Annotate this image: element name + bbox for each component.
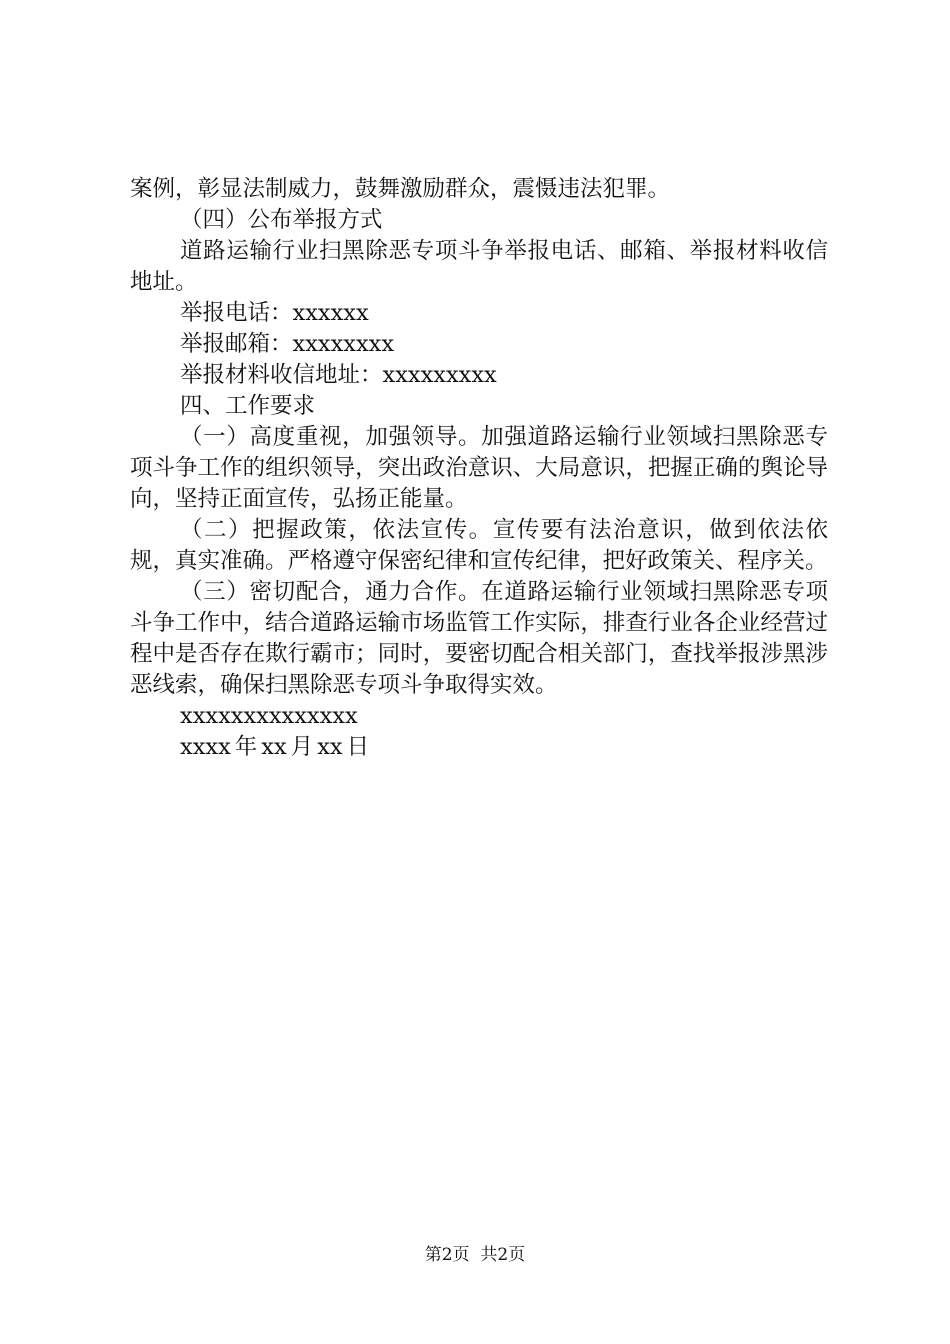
date-day-unit: 日 — [346, 734, 370, 760]
section-heading-report-methods: （四）公布举报方式 — [180, 207, 383, 233]
paragraph-case-continuation: 案例，彰显法制威力，鼓舞激励群众，震慑违法犯罪。 — [130, 176, 671, 202]
page-footer — [0, 1244, 950, 1266]
signature-line: xxxxxxxxxxxxxx — [180, 703, 358, 729]
document-body — [130, 174, 828, 763]
date-day: xx — [317, 734, 343, 760]
paragraph-requirement-1: （一）高度重视，加强领导。加强道路运输行业领域扫黑除恶专项斗争工作的组织领导，突出政治意识、大局意识，把握正确的舆论导向，坚持正面宣传，弘扬正能量。 — [130, 424, 828, 512]
report-phone: 举报电话：xxxxxx — [180, 300, 369, 326]
paragraph-requirement-3: （三）密切配合，通力合作。在道路运输行业领域扫黑除恶专项斗争工作中，结合道路运输市场监管工作实际，排查行业各企业经营过程中是否存在欺行霸市；同时，要密切配合相关部门，查找举报涉黑涉恶线索，确保扫黑除恶专项斗争取得实效。 — [130, 579, 828, 698]
date-year-unit: 年 — [234, 734, 258, 760]
report-mail-address: 举报材料收信地址：xxxxxxxxx — [180, 362, 497, 388]
paragraph-requirement-2: （二）把握政策，依法宣传。宣传要有法治意识，做到依法依规，真实准确。严格遵守保密纪律和宣传纪律，把好政策关、程序关。 — [130, 517, 828, 574]
section-heading-work-requirements: 四、工作要求 — [180, 393, 316, 419]
date-month: xx — [261, 734, 287, 760]
page-number-label: 第2页 共2页 — [424, 1245, 526, 1265]
date-line — [130, 732, 828, 763]
date-year: xxxx — [180, 734, 231, 760]
date-month-unit: 月 — [290, 734, 314, 760]
report-email: 举报邮箱：xxxxxxxx — [180, 331, 395, 357]
paragraph-report-channels: 道路运输行业扫黑除恶专项斗争举报电话、邮箱、举报材料收信地址。 — [130, 238, 828, 295]
